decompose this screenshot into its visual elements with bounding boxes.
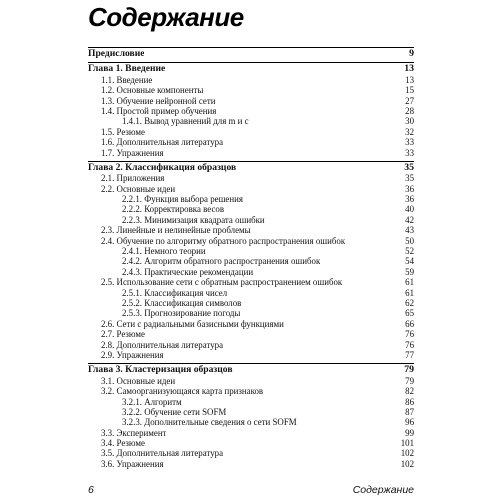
toc-entry-page: 32 [405, 126, 414, 137]
toc-entry-page: 76 [405, 329, 414, 340]
toc-entry-page: 99 [405, 427, 414, 438]
toc-entry[interactable] [88, 148, 414, 158]
toc-entry-title: 2.4.3. Практические рекомендации [122, 266, 254, 277]
toc-entry-title: 3.5. Дополнительная литература [101, 448, 224, 459]
toc-entry-title: 2.4.2. Алгоритм обратного распространения ошибок [122, 256, 321, 267]
toc-entry-title: 2.1. Приложения [101, 173, 165, 184]
toc-entry[interactable] [88, 288, 414, 298]
toc-entry-title: 2.6. Сети с радиальными базисными функциями [101, 318, 284, 329]
toc-entry-title: 2.8. Дополнительная литература [101, 339, 224, 350]
toc-entry-title: 2.2.3. Минимизация квадрата ошибки [122, 214, 265, 225]
toc-entry[interactable] [88, 428, 414, 438]
running-title: Содержание [352, 484, 414, 496]
toc-entry[interactable] [88, 75, 414, 85]
page-title: Содержание [88, 2, 244, 32]
toc-entry-title: 2.2.2. Корректировка весов [122, 204, 225, 215]
toc-entry-page: 15 [405, 85, 414, 96]
toc-entry-title: 3.2.3. Дополнительные сведения о сети SOFM [122, 417, 297, 428]
toc-entry-page: 82 [405, 386, 414, 397]
toc-chapter-entry[interactable] [88, 49, 414, 59]
toc-entry[interactable] [88, 256, 414, 266]
toc-entry[interactable] [88, 329, 414, 339]
toc-entry-title: 3.1. Основные идеи [101, 375, 176, 386]
toc-entry[interactable] [88, 204, 414, 214]
table-of-contents [88, 49, 414, 469]
toc-entry-page: 50 [405, 235, 414, 246]
toc-entry-page: 61 [405, 277, 414, 288]
toc-entry-title: 2.4.1. Немного теории [122, 246, 206, 257]
toc-entry[interactable] [88, 350, 414, 360]
toc-entry[interactable] [88, 386, 414, 396]
toc-entry[interactable] [88, 106, 414, 116]
toc-entry-page: 86 [405, 396, 414, 407]
toc-entry-page: 43 [405, 225, 414, 236]
toc-entry[interactable] [88, 340, 414, 350]
toc-entry-page: 79 [404, 364, 414, 376]
toc-entry-page: 96 [405, 417, 414, 428]
toc-entry-title: 1.4. Простой пример обучения [101, 105, 217, 116]
toc-entry[interactable] [88, 267, 414, 277]
toc-entry-title: 2.2.1. Функция выбора решения [122, 194, 243, 205]
toc-chapter-entry[interactable] [88, 64, 414, 74]
toc-entry[interactable] [88, 173, 414, 183]
toc-entry-page: 13 [404, 63, 414, 75]
toc-entry[interactable] [88, 246, 414, 256]
toc-entry[interactable] [88, 215, 414, 225]
page-number: 6 [88, 484, 94, 496]
toc-entry[interactable] [88, 448, 414, 458]
toc-entry-title: Глава 1. Введение [88, 64, 166, 75]
toc-entry-title: 2.3. Линейные и нелинейные проблемы [101, 225, 251, 236]
toc-entry-title: 2.5.2. Классификация символов [122, 297, 242, 308]
toc-entry[interactable] [88, 417, 414, 427]
toc-entry-page: 76 [405, 339, 414, 350]
toc-entry-title: 3.2.1. Алгоритм [122, 396, 182, 407]
toc-entry-page: 30 [405, 116, 414, 127]
toc-entry-page: 62 [405, 297, 414, 308]
toc-entry-title: 1.7. Упражнения [101, 147, 164, 158]
toc-entry[interactable] [88, 298, 414, 308]
toc-entry-page: 65 [405, 308, 414, 319]
toc-entry-title: 2.9. Упражнения [101, 349, 164, 360]
toc-entry-page: 33 [405, 137, 414, 148]
toc-entry-title: 1.1. Введение [101, 74, 153, 85]
toc-entry[interactable] [88, 184, 414, 194]
toc-entry-page: 77 [405, 349, 414, 360]
toc-entry-title: Глава 2. Классификация образцов [88, 162, 237, 173]
toc-entry-title: 1.5. Резюме [101, 126, 145, 137]
toc-entry[interactable] [88, 96, 414, 106]
toc-entry-page: 27 [405, 95, 414, 106]
toc-entry-page: 35 [404, 161, 414, 173]
toc-entry-page: 40 [405, 204, 414, 215]
toc-entry-title: 3.6. Упражнения [101, 458, 164, 469]
toc-entry-title: 1.2. Основные компоненты [101, 85, 204, 96]
toc-entry-title: 2.5. Использование сети с обратным распространением ошибок [101, 277, 343, 288]
toc-entry[interactable] [88, 407, 414, 417]
toc-entry-page: 33 [405, 147, 414, 158]
toc-entry[interactable] [88, 319, 414, 329]
toc-entry[interactable] [88, 277, 414, 287]
toc-entry-title: 1.6. Дополнительная литература [101, 137, 224, 148]
toc-entry-page: 35 [405, 173, 414, 184]
toc-entry-title: 2.5.1. Классификация чисел [122, 287, 228, 298]
toc-entry[interactable] [88, 137, 414, 147]
toc-entry-page: 87 [405, 406, 414, 417]
toc-entry-title: 1.3. Обучение нейронной сети [101, 95, 216, 106]
toc-entry-title: Предисловие [88, 49, 145, 59]
toc-entry-page: 102 [400, 448, 414, 459]
toc-entry-page: 61 [405, 287, 414, 298]
toc-entry-page: 54 [405, 256, 414, 267]
toc-entry-page: 36 [405, 183, 414, 194]
toc-entry-page: 36 [405, 194, 414, 205]
toc-entry[interactable] [88, 376, 414, 386]
toc-entry[interactable] [88, 438, 414, 448]
toc-entry-page: 28 [405, 105, 414, 116]
toc-entry[interactable] [88, 85, 414, 95]
toc-entry[interactable] [88, 194, 414, 204]
toc-entry[interactable] [88, 308, 414, 318]
toc-entry-page: 42 [405, 214, 414, 225]
toc-entry-page: 59 [405, 266, 414, 277]
toc-entry-title: 1.4.1. Вывод уравнений для m и c [122, 116, 249, 127]
toc-entry-page: 101 [400, 438, 414, 449]
toc-entry-page: 66 [405, 318, 414, 329]
toc-entry[interactable] [88, 225, 414, 235]
page-footer [88, 484, 414, 496]
toc-entry-title: 2.5.3. Прогнозирование погоды [122, 308, 241, 319]
toc-entry-page: 13 [405, 74, 414, 85]
toc-entry-page: 52 [405, 246, 414, 257]
toc-entry[interactable] [88, 116, 414, 126]
toc-chapter-entry[interactable] [88, 163, 414, 173]
toc-entry[interactable] [88, 459, 414, 469]
toc-entry-title: 2.2. Основные идеи [101, 183, 176, 194]
toc-entry-title: 3.2.2. Обучение сети SOFM [122, 406, 227, 417]
toc-entry[interactable] [88, 127, 414, 137]
toc-chapter-entry[interactable] [88, 365, 414, 375]
toc-entry-title: 3.4. Резюме [101, 438, 145, 449]
toc-entry-page: 79 [405, 375, 414, 386]
toc-entry[interactable] [88, 236, 414, 246]
toc-entry-title: 2.4. Обучение по алгоритму обратного распространения ошибок [101, 235, 346, 246]
toc-entry-page: 102 [400, 458, 414, 469]
toc-entry-title: 3.3. Эксперимент [101, 427, 167, 438]
toc-entry-title: Глава 3. Кластеризация образцов [88, 365, 233, 376]
toc-entry[interactable] [88, 397, 414, 407]
toc-entry-title: 2.7. Резюме [101, 329, 145, 340]
toc-entry-title: 3.2. Самоорганизующаяся карта признаков [101, 386, 264, 397]
toc-entry-page: 9 [409, 48, 414, 59]
